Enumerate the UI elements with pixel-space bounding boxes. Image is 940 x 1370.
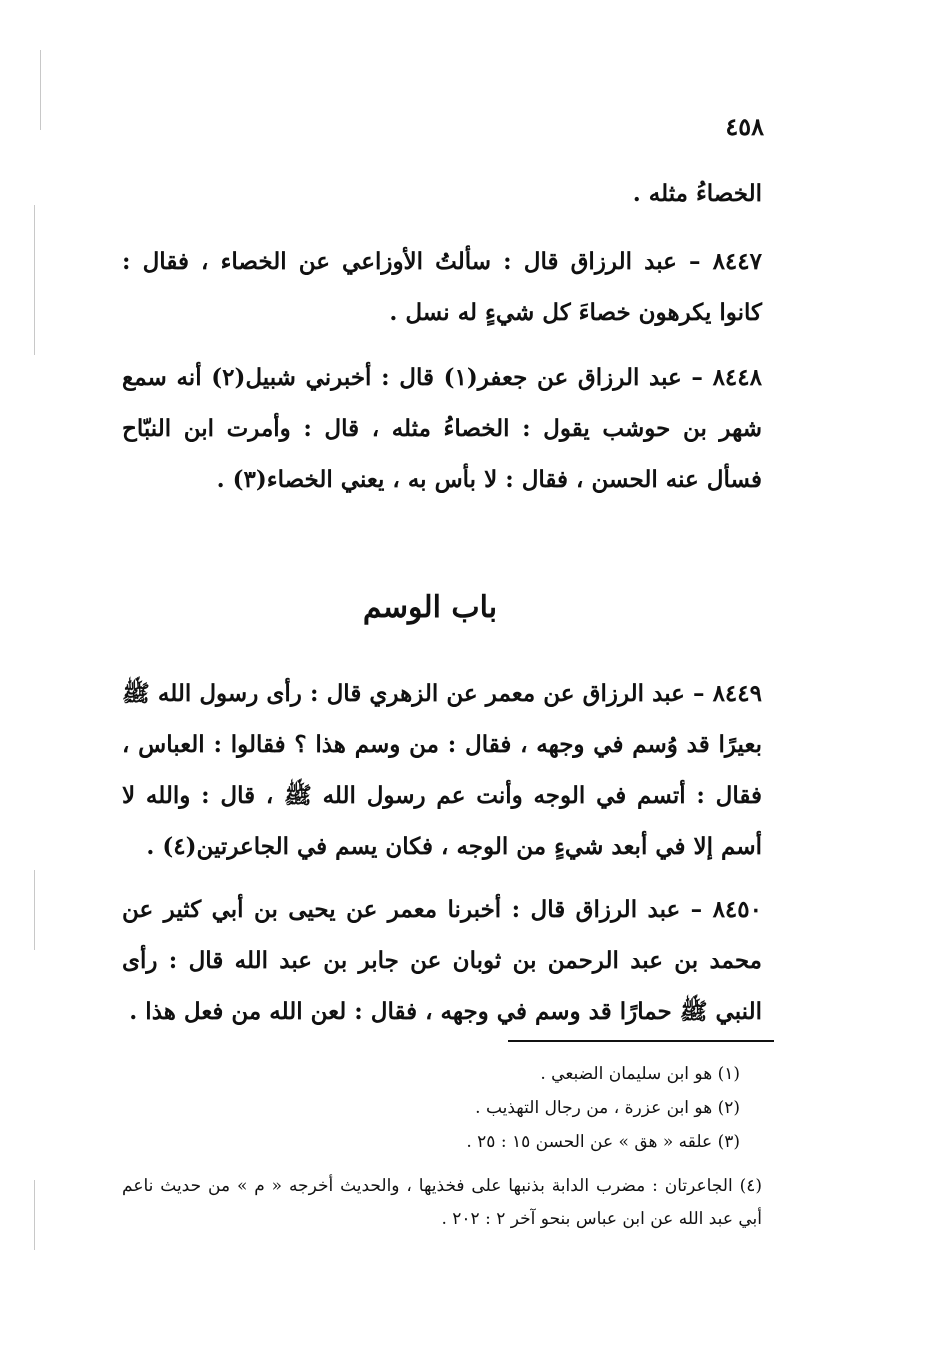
footnote-divider: [508, 1040, 774, 1042]
paragraph: ٨٤٤٩ – عبد الرزاق عن معمر عن الزهري قال : رأى رسول الله ﷺ بعيرًا قد وُسم في وجهه ، فقال : من وسم هذا ؟ فقالوا : العباس ، فقال : أتسم في الوجه وأنت عم رسول الله ﷺ ، قال : والله لا أسم إلا في أبعد شيءٍ من الوجه ، فكان يسم في الجاعرتين(٤) .: [122, 680, 762, 860]
paragraph: ٨٤٤٧ – عبد الرزاق قال : سألتُ الأوزاعي عن الخصاء ، فقال : كانوا يكرهون خصاءَ كل شيءٍ له نسل .: [122, 248, 762, 326]
paragraph: ٨٤٥٠ – عبد الرزاق قال : أخبرنا معمر عن يحيى بن أبي كثير عن محمد بن عبد الرحمن بن ثوبان عن جابر بن عبد الله قال : رأى النبي ﷺ حمارًا قد وسم في وجهه ، فقال : لعن الله من فعل هذا .: [122, 896, 762, 1025]
paragraph: ٨٤٤٨ – عبد الرزاق عن جعفر(١) قال : أخبرني شبيل(٢) أنه سمع شهر بن حوشب يقول : الخصاءُ مثله ، قال : وأمرت ابن النبّاح فسأل عنه الحسن ، فقال : لا بأس به ، يعني الخصاء(٣) .: [122, 364, 762, 493]
footnote: (١) هو ابن سليمان الضبعي .: [540, 1064, 740, 1084]
footnote: (٢) هو ابن عزرة ، من رجال التهذيب .: [475, 1098, 740, 1118]
footnote: (٣) علقه « هق » عن الحسن ١٥ : ٢٥ .: [466, 1132, 740, 1152]
page-number: ٤٥٨: [725, 112, 764, 141]
edge-line-left: [34, 1180, 35, 1250]
chapter-title: باب الوسم: [362, 590, 498, 625]
paragraph: الخصاءُ مثله .: [632, 180, 762, 207]
edge-line-left: [40, 50, 41, 130]
footnote: (٤) الجاعرتان : مضرب الدابة بذنبها على فخذيها ، والحديث أخرجه « م » من حديث ناعم أبي عبد الله عن ابن عباس بنحو آخر ٢ : ٢٠٢ .: [122, 1176, 762, 1229]
edge-line-left: [34, 870, 35, 950]
edge-line-left: [34, 205, 35, 355]
